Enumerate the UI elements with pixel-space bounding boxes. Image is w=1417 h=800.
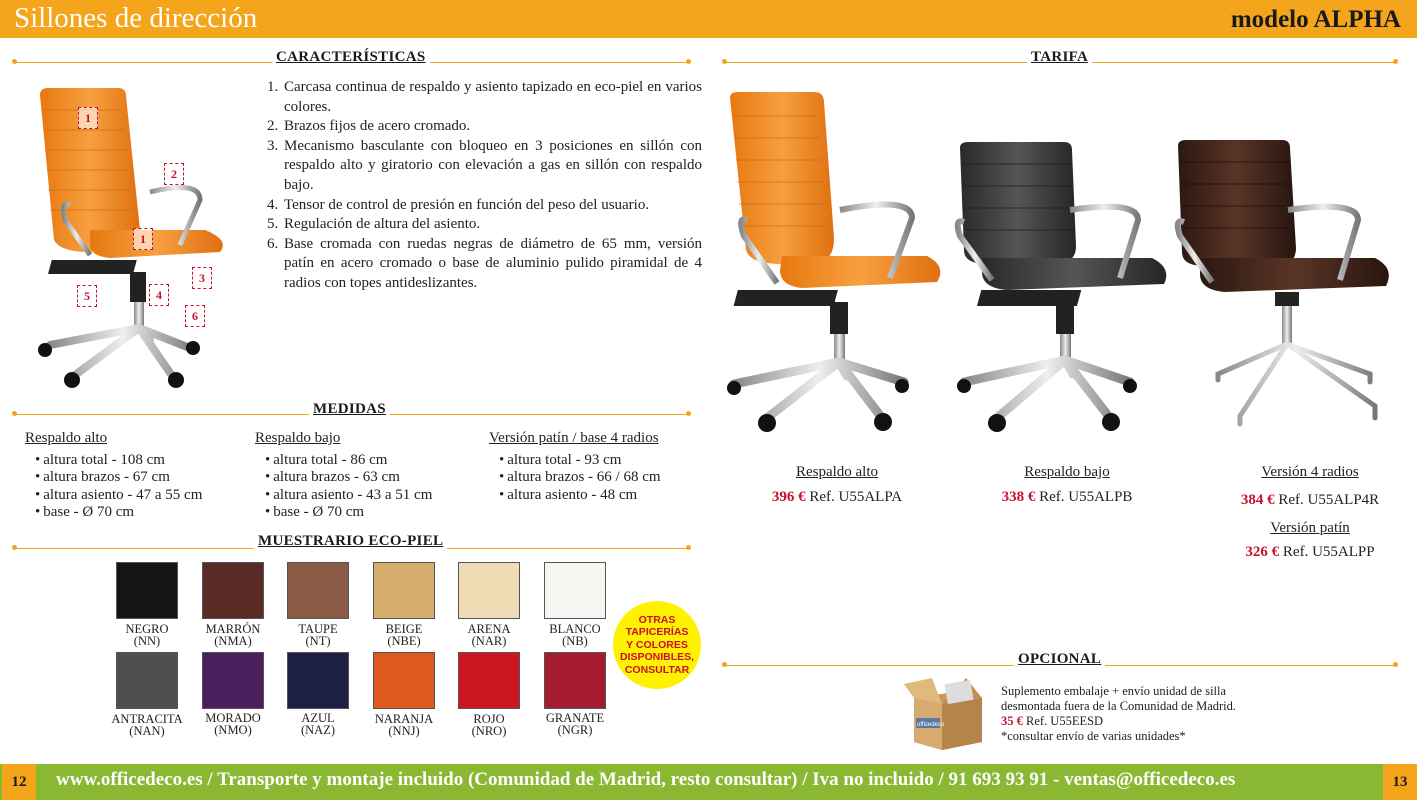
medidas-heading: Versión patín / base 4 radios bbox=[489, 430, 659, 446]
swatch-label: BEIGE (NBE) bbox=[385, 622, 423, 648]
box-logo: officedeco bbox=[917, 722, 945, 728]
other-colors-badge: OTRAS TAPICERÍAS Y COLORES DISPONIBLES, CONSULTAR bbox=[613, 601, 701, 689]
price-label-patin: Versión patín bbox=[1270, 520, 1350, 536]
medida-item: • altura asiento - 47 a 55 cm bbox=[35, 487, 245, 505]
swatch-beige bbox=[373, 562, 435, 619]
swatch-azul bbox=[287, 652, 349, 709]
swatch-label: AZUL (NAZ) bbox=[300, 711, 335, 737]
rule-dot bbox=[12, 59, 17, 64]
swatch-granate bbox=[544, 652, 606, 709]
swatch-label: ROJO (NRO) bbox=[471, 712, 507, 738]
feature-item: 6. Base cromada con ruedas negras de diámetro de 65 mm, versión patín en acero cromado o base de aluminio pulido piramidal de 4 radios con topes antideslizantes. bbox=[282, 235, 702, 294]
callout-3-mechanism: 3 bbox=[192, 267, 212, 289]
price-ref: Ref. U55ALP4R bbox=[1278, 492, 1380, 508]
medida-item: • altura asiento - 43 a 51 cm bbox=[265, 487, 475, 505]
opcional-desc: Suplemento embalaje + envío unidad de silla desmontada fuera de la Comunidad de Madrid. bbox=[1001, 684, 1236, 713]
price-value: 326 € bbox=[1245, 544, 1280, 560]
price-line-patin bbox=[1210, 544, 1410, 561]
swatch-label: GRANATE (NGR) bbox=[545, 711, 605, 737]
medida-item: • altura asiento - 48 cm bbox=[499, 487, 689, 505]
swatch-arena bbox=[458, 562, 520, 619]
feature-item: 3. Mecanismo basculante con bloqueo en 3 posiciones en sillón con respaldo alto y giratorio con elevación a gas en sillón con respaldo bajo. bbox=[282, 137, 702, 196]
features-list bbox=[262, 78, 702, 294]
opcional-note: *consultar envío de varias unidades* bbox=[1001, 729, 1186, 743]
chair-high-back-image bbox=[722, 88, 947, 438]
swatch-label: NEGRO (NN) bbox=[125, 622, 169, 648]
medidas-heading: Respaldo alto bbox=[25, 430, 108, 446]
medidas-respaldo-bajo bbox=[255, 430, 475, 522]
page-number-right: 13 bbox=[1383, 764, 1417, 800]
footer-contact-text[interactable]: www.officedeco.es / Transporte y montaje incluido (Comunidad de Madrid, resto consultar) / Iva no incluido / 91 693 93 91 - ventas@officedeco.es bbox=[56, 769, 1236, 790]
price-ref: Ref. U55ALPB bbox=[1039, 489, 1133, 505]
swatch-label: ARENA (NAR) bbox=[467, 622, 511, 648]
swatch-label: BLANCO (NB) bbox=[549, 622, 601, 648]
medidas-respaldo-alto bbox=[25, 430, 245, 522]
price-ref: Ref. U55ALPA bbox=[809, 489, 903, 505]
swatch-rojo bbox=[458, 652, 520, 709]
rule-dot bbox=[722, 662, 727, 667]
swatch-antracita bbox=[116, 652, 178, 709]
medida-item: • base - Ø 70 cm bbox=[265, 504, 475, 522]
callout-5-height: 5 bbox=[77, 285, 97, 307]
feature-item: 1. Carcasa continua de respaldo y asiento tapizado en eco-piel en varios colores. bbox=[282, 78, 702, 117]
rule-dot bbox=[1393, 662, 1398, 667]
price-label-bajo: Respaldo bajo bbox=[1024, 464, 1110, 480]
callout-1-seat: 1 bbox=[133, 228, 153, 250]
opcional-price: 35 € bbox=[1001, 714, 1023, 728]
swatch-label: ANTRACITA (NAN) bbox=[111, 712, 183, 738]
rule-dot bbox=[722, 59, 727, 64]
medida-item: • altura total - 86 cm bbox=[265, 452, 475, 470]
feature-item: 5. Regulación de altura del asiento. bbox=[282, 215, 702, 235]
price-line-bajo bbox=[967, 489, 1167, 506]
swatch-morado bbox=[202, 652, 264, 709]
price-ref: Ref. U55ALPP bbox=[1282, 544, 1375, 560]
medidas-heading: Respaldo bajo bbox=[255, 430, 341, 446]
section-title-medidas: MEDIDAS bbox=[309, 401, 390, 418]
feature-item: 4. Tensor de control de presión en función del peso del usuario. bbox=[282, 196, 702, 216]
swatch-label: NARANJA (NNJ) bbox=[374, 712, 434, 738]
callout-1-backrest: 1 bbox=[78, 107, 98, 129]
opcional-text bbox=[1001, 684, 1241, 744]
medida-item: • altura total - 93 cm bbox=[499, 452, 689, 470]
callout-6-base: 6 bbox=[185, 305, 205, 327]
swatch-label: MORADO (NMO) bbox=[205, 711, 261, 737]
opcional-ref: Ref. U55EESD bbox=[1026, 714, 1104, 728]
page-number-left: 12 bbox=[2, 764, 36, 800]
price-label-alto: Respaldo alto bbox=[795, 464, 879, 480]
price-label-radios: Versión 4 radios bbox=[1261, 464, 1359, 480]
model-title: modelo ALPHA bbox=[1230, 6, 1401, 33]
rule-dot bbox=[686, 545, 691, 550]
swatch-naranja bbox=[373, 652, 435, 709]
medidas-version-patin bbox=[489, 430, 689, 504]
price-value: 384 € bbox=[1240, 492, 1275, 508]
price-line-radios bbox=[1210, 492, 1410, 509]
rule-dot bbox=[12, 411, 17, 416]
callout-2-armrest: 2 bbox=[164, 163, 184, 185]
swatch-label: TAUPE (NT) bbox=[298, 622, 338, 648]
chair-low-back-image bbox=[952, 138, 1172, 438]
callout-4-tension: 4 bbox=[149, 284, 169, 306]
medida-item: • base - Ø 70 cm bbox=[35, 504, 245, 522]
shipping-box-icon bbox=[902, 676, 992, 754]
rule-dot bbox=[686, 411, 691, 416]
price-value: 338 € bbox=[1001, 489, 1036, 505]
page-title: Sillones de dirección bbox=[14, 2, 258, 34]
medida-item: • altura brazos - 63 cm bbox=[265, 469, 475, 487]
swatch-blanco bbox=[544, 562, 606, 619]
price-value: 396 € bbox=[771, 489, 806, 505]
section-title-muestrario: MUESTRARIO ECO-PIEL bbox=[254, 533, 447, 550]
swatch-negro bbox=[116, 562, 178, 619]
medida-item: • altura brazos - 66 / 68 cm bbox=[499, 469, 689, 487]
swatch-marron bbox=[202, 562, 264, 619]
feature-item: 2. Brazos fijos de acero cromado. bbox=[282, 117, 702, 137]
section-title-opcional: OPCIONAL bbox=[1014, 651, 1105, 668]
swatch-taupe bbox=[287, 562, 349, 619]
section-title-tarifa: TARIFA bbox=[1027, 49, 1092, 66]
chair-four-legs-image bbox=[1170, 136, 1395, 431]
rule-dot bbox=[12, 545, 17, 550]
section-title-caracteristicas: CARACTERÍSTICAS bbox=[272, 49, 430, 66]
rule-dot bbox=[1393, 59, 1398, 64]
medida-item: • altura brazos - 67 cm bbox=[35, 469, 245, 487]
rule-dot bbox=[686, 59, 691, 64]
medida-item: • altura total - 108 cm bbox=[35, 452, 245, 470]
price-line-alto bbox=[737, 489, 937, 506]
swatch-label: MARRÓN (NMA) bbox=[205, 622, 261, 648]
